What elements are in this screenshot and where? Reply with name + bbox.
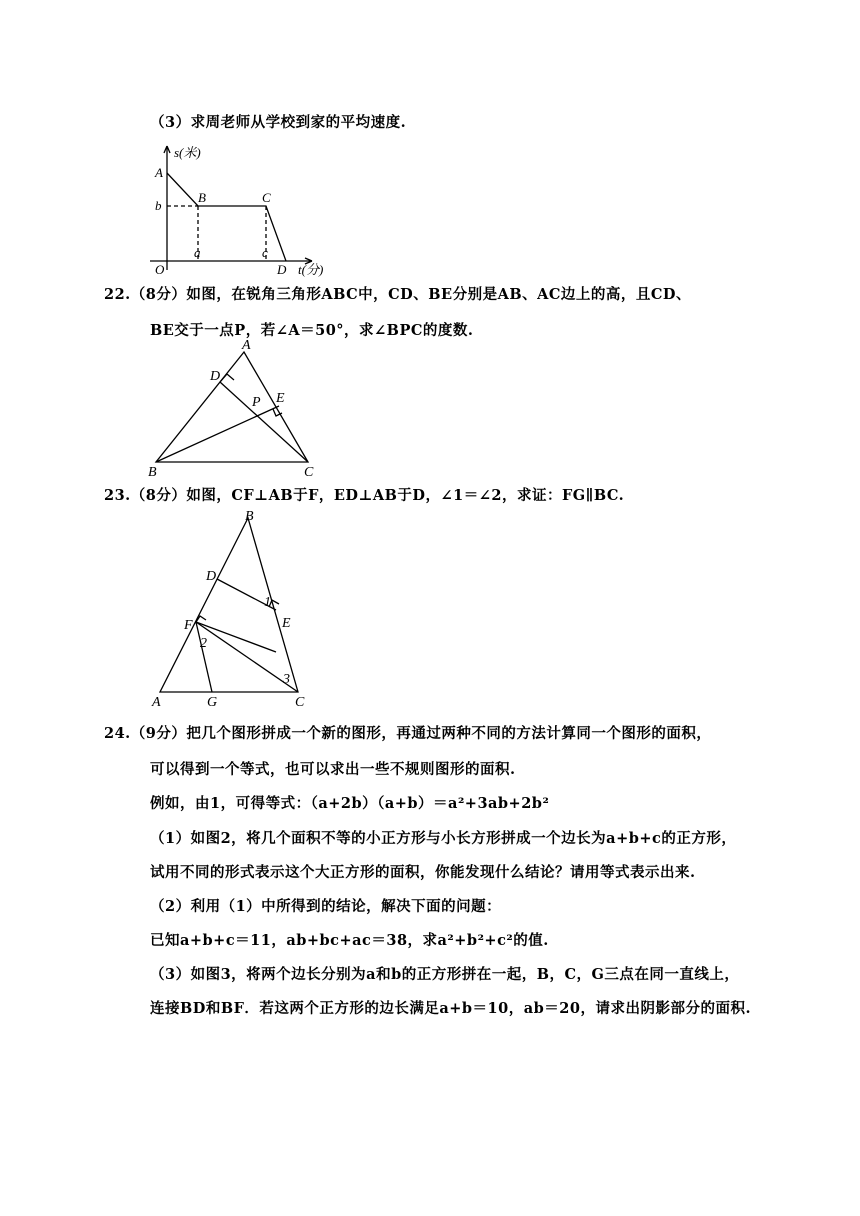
q23-line [104, 484, 624, 505]
q22-line2: BE交于一点P，若∠A＝50°，求∠BPC的度数. [150, 322, 474, 339]
fig22-D: D [210, 369, 221, 384]
q22-score: （8分） [130, 286, 187, 303]
q24-score: （9分） [130, 725, 187, 742]
fig23-C: C [295, 695, 305, 710]
q22-number: 22. [104, 286, 131, 303]
q24-example: 例如，由1，可得等式：（a+2b）（a+b）＝a²+3ab+2b² [150, 795, 550, 812]
q24-part3-line1: （3）如图3，将两个边长分别为a和b的正方形拼在一起，B，C，G三点在同一直线上， [150, 966, 740, 983]
fig23-B: B [245, 509, 254, 524]
fig23-angle2: 2 [200, 636, 207, 651]
q24-part2-line1: （2）利用（1）中所得到的结论，解决下面的问题： [150, 898, 502, 915]
q24-number: 24. [104, 725, 131, 742]
fig23-E: E [282, 616, 291, 631]
q24-text-line1: 把几个图形拼成一个新的图形，再通过两种不同的方法计算同一个图形的面积， [186, 725, 712, 742]
origin-O: O [155, 262, 165, 277]
x-axis-label: t(分) [298, 262, 324, 277]
fig22-A: A [242, 338, 251, 353]
q24-part1-line1: （1）如图2，将几个面积不等的小正方形与小长方形拼成一个边长为a+b+c的正方形， [150, 830, 737, 847]
q23-number: 23. [104, 487, 131, 504]
fig22-P: P [252, 395, 261, 410]
label-D: D [277, 262, 287, 277]
fig23-angle3: 3 [283, 672, 290, 687]
label-A: A [155, 165, 163, 180]
q24-part2-line2: 已知a+b+c＝11，ab+bc+ac＝38，求a²+b²+c²的值. [150, 932, 549, 949]
triangle-abc-altitudes-figure [140, 338, 330, 478]
fig22-B: B [148, 465, 157, 480]
label-C: C [262, 190, 271, 205]
q24-part3-line2: 连接BD和BF．若这两个正方形的边长满足a+b＝10，ab＝20，请求出阴影部分的面积. [150, 1000, 751, 1017]
q22-line1 [104, 283, 691, 304]
q23-text: 如图，CF⊥AB于F，ED⊥AB于D，∠1＝∠2，求证：FG∥BC. [186, 487, 625, 504]
fig23-F: F [184, 618, 193, 633]
distance-time-graph [140, 140, 340, 275]
fig22-C: C [304, 465, 314, 480]
fig23-D: D [206, 569, 217, 584]
q24-line1 [104, 722, 711, 743]
y-axis-label: s(米) [174, 145, 201, 160]
q24-line2: 可以得到一个等式，也可以求出一些不规则图形的面积. [150, 761, 516, 778]
q22-text-line1: 如图，在锐角三角形ABC中，CD、BE分别是AB、AC边上的高，且CD、 [186, 286, 691, 303]
label-B: B [198, 190, 206, 205]
q24-part1-line2: 试用不同的形式表示这个大正方形的面积，你能发现什么结论？请用等式表示出来. [150, 864, 696, 881]
tick-a: a [194, 245, 201, 260]
q23-score: （8分） [130, 487, 187, 504]
triangle-fg-parallel-figure [140, 506, 320, 708]
fig23-G: G [207, 695, 218, 710]
fig23-angle1: 1 [264, 595, 271, 610]
tick-b: b [155, 198, 162, 213]
tick-c: c [262, 245, 268, 260]
q21-part3-text: （3）求周老师从学校到家的平均速度. [150, 114, 407, 131]
fig23-A: A [152, 695, 161, 710]
fig22-E: E [276, 391, 285, 406]
